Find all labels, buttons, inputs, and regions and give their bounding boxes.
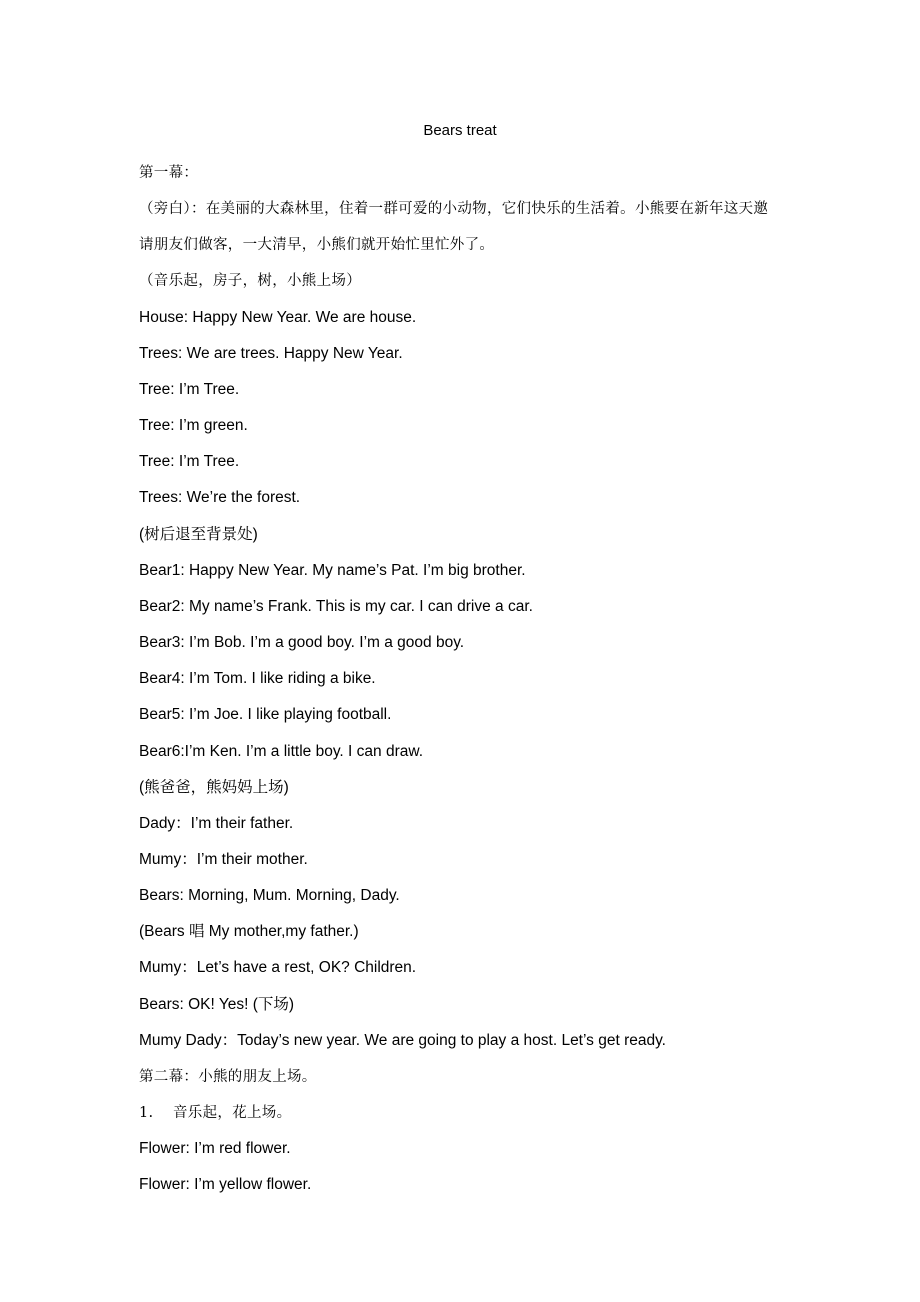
line-text: (熊爸爸，熊妈妈上场) — [139, 778, 289, 796]
script-line — [139, 734, 779, 770]
script-line — [139, 950, 779, 986]
line-text: Bear4: I’m Tom. I like riding a bike. — [139, 670, 376, 688]
script-line — [139, 1023, 779, 1059]
line-text: Bears: OK! Yes! (下场) — [139, 995, 295, 1013]
script-line — [139, 878, 779, 914]
line-text: Mumy：Let’s have a rest, OK? Children. — [139, 959, 417, 977]
script-line — [139, 770, 779, 806]
line-text: Bear5: I’m Joe. I like playing football. — [139, 706, 392, 724]
line-text: （音乐起，房子，树，小熊上场） — [139, 273, 361, 290]
line-text: (树后退至背景处) — [139, 525, 258, 543]
script-line — [139, 842, 779, 878]
script-line — [139, 661, 779, 697]
script-line — [139, 263, 779, 299]
script-line — [139, 1059, 779, 1095]
line-text: Bear6:I’m Ken. I’m a little boy. I can draw. — [139, 742, 424, 760]
line-text: （旁白）：在美丽的大森林里，住着一群可爱的小动物，它们快乐的生活着。小熊要在新年这天邀请朋友们做客，一大清早，小熊们就开始忙里忙外了。 — [139, 201, 769, 254]
script-line — [139, 1095, 779, 1131]
script-line — [139, 806, 779, 842]
script-line — [139, 697, 779, 733]
script-line — [139, 517, 779, 553]
script-line — [139, 1167, 779, 1203]
script-line — [139, 444, 779, 480]
script-line — [139, 191, 779, 263]
script-line — [139, 372, 779, 408]
script-line — [139, 300, 779, 336]
line-text: (Bears 唱 My mother,my father.) — [139, 923, 359, 941]
line-text: Trees: We’re the forest. — [139, 489, 301, 507]
script-lines — [139, 155, 779, 1204]
line-text: Flower: I’m red flower. — [139, 1140, 291, 1158]
line-text: Bears: Morning, Mum. Morning, Dady. — [139, 887, 400, 905]
script-line — [139, 408, 779, 444]
line-text: Tree: I’m Tree. — [139, 380, 240, 398]
document-title: Bears treat — [423, 122, 497, 139]
line-text: Bear2: My name’s Frank. This is my car. I can drive a car. — [139, 597, 533, 615]
line-text: Bear3: I’m Bob. I’m a good boy. I’m a good boy. — [139, 634, 465, 652]
script-line — [139, 987, 779, 1023]
script-line — [139, 480, 779, 516]
line-text: Trees: We are trees. Happy New Year. — [139, 344, 403, 362]
script-line — [139, 625, 779, 661]
script-line — [139, 589, 779, 625]
script-line — [139, 155, 779, 191]
script-line — [139, 336, 779, 372]
line-text: 音乐起，花上场。 — [173, 1105, 292, 1122]
line-text: Mumy：I’m their mother. — [139, 850, 308, 868]
line-text: 第一幕： — [139, 165, 199, 181]
line-text: 第二幕：小熊的朋友上场。 — [139, 1068, 317, 1085]
line-text: House: Happy New Year. We are house. — [139, 308, 417, 326]
script-line — [139, 1131, 779, 1167]
line-text: Dady：I’m their father. — [139, 814, 294, 832]
script-line — [139, 914, 779, 950]
list-number: 1. — [139, 1105, 154, 1122]
line-text: Tree: I’m Tree. — [139, 453, 240, 471]
line-text: Tree: I’m green. — [139, 417, 248, 435]
line-text: Flower: I’m yellow flower. — [139, 1176, 312, 1194]
line-text: Mumy Dady：Today’s new year. We are going to play a host. Let’s get ready. — [139, 1031, 666, 1049]
line-text: Bear1: Happy New Year. My name’s Pat. I’m big brother. — [139, 561, 526, 579]
script-line — [139, 553, 779, 589]
